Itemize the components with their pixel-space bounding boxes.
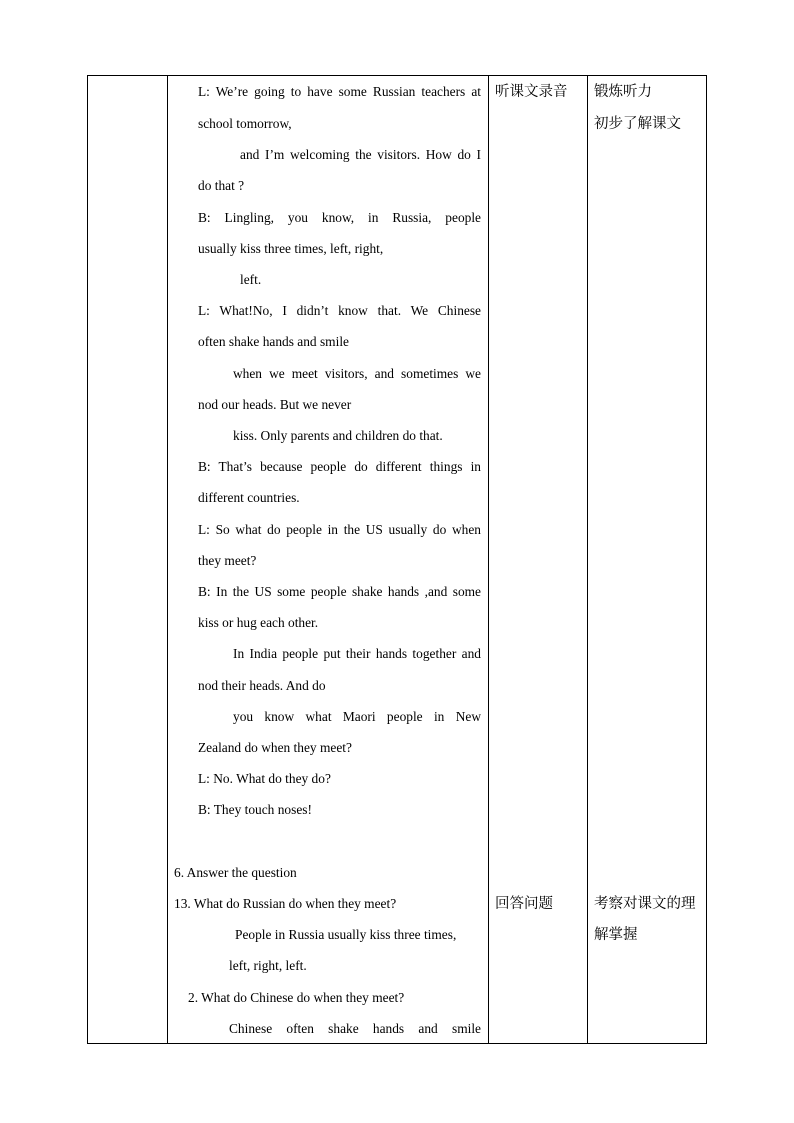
dialogue-line: In India people put their hands together and [233, 646, 481, 661]
purpose-text: 考察对课文的理 [594, 896, 696, 912]
dialogue-line: often shake hands and smile [198, 334, 349, 349]
question-line: 13. What do Russian do when they meet? [174, 896, 397, 911]
dialogue-line: L: So what do people in the US usually do when [198, 522, 481, 537]
answer-line: left, right, left. [229, 958, 307, 973]
dialogue-line: they meet? [198, 553, 257, 568]
dialogue-line: left. [240, 272, 262, 287]
purpose-text: 解掌握 [594, 927, 638, 943]
dialogue-line: and I’m welcoming the visitors. How do I [240, 147, 481, 162]
activity-listen: 听课文录音 [495, 84, 568, 100]
dialogue-line: Zealand do when they meet? [198, 740, 352, 755]
dialogue-line: B: Lingling, you know, in Russia, people [198, 210, 481, 225]
column-divider-2 [488, 76, 489, 1043]
dialogue-line: do that ? [198, 178, 245, 193]
dialogue-line: nod our heads. But we never [198, 397, 352, 412]
dialogue-line: kiss. Only parents and children do that. [233, 428, 443, 443]
purpose-text: 锻炼听力 [594, 84, 652, 100]
dialogue-line: B: In the US some people shake hands ,and some [198, 584, 481, 599]
section-heading: 6. Answer the question [174, 865, 297, 880]
activity-answer: 回答问题 [495, 896, 553, 912]
answer-line: People in Russia usually kiss three times, [235, 927, 457, 942]
question-line: 2. What do Chinese do when they meet? [188, 990, 405, 1005]
dialogue-line: B: That’s because people do different things in [198, 459, 481, 474]
dialogue-line: nod their heads. And do [198, 678, 326, 693]
column-divider-3 [587, 76, 588, 1043]
dialogue-line: B: They touch noses! [198, 802, 312, 817]
dialogue-line: L: No. What do they do? [198, 771, 331, 786]
answer-line: Chinese often shake hands and smile [229, 1021, 481, 1036]
purpose-text: 初步了解课文 [594, 116, 681, 132]
column-divider-1 [167, 76, 168, 1043]
dialogue-line: L: We’re going to have some Russian teachers at [198, 84, 481, 99]
dialogue-line: kiss or hug each other. [198, 615, 319, 630]
dialogue-line: when we meet visitors, and sometimes we [233, 366, 481, 381]
dialogue-line: different countries. [198, 490, 300, 505]
dialogue-line: you know what Maori people in New [233, 709, 481, 724]
dialogue-line: usually kiss three times, left, right, [198, 241, 384, 256]
dialogue-line: school tomorrow, [198, 116, 292, 131]
dialogue-line: L: What!No, I didn’t know that. We Chinese [198, 303, 481, 318]
